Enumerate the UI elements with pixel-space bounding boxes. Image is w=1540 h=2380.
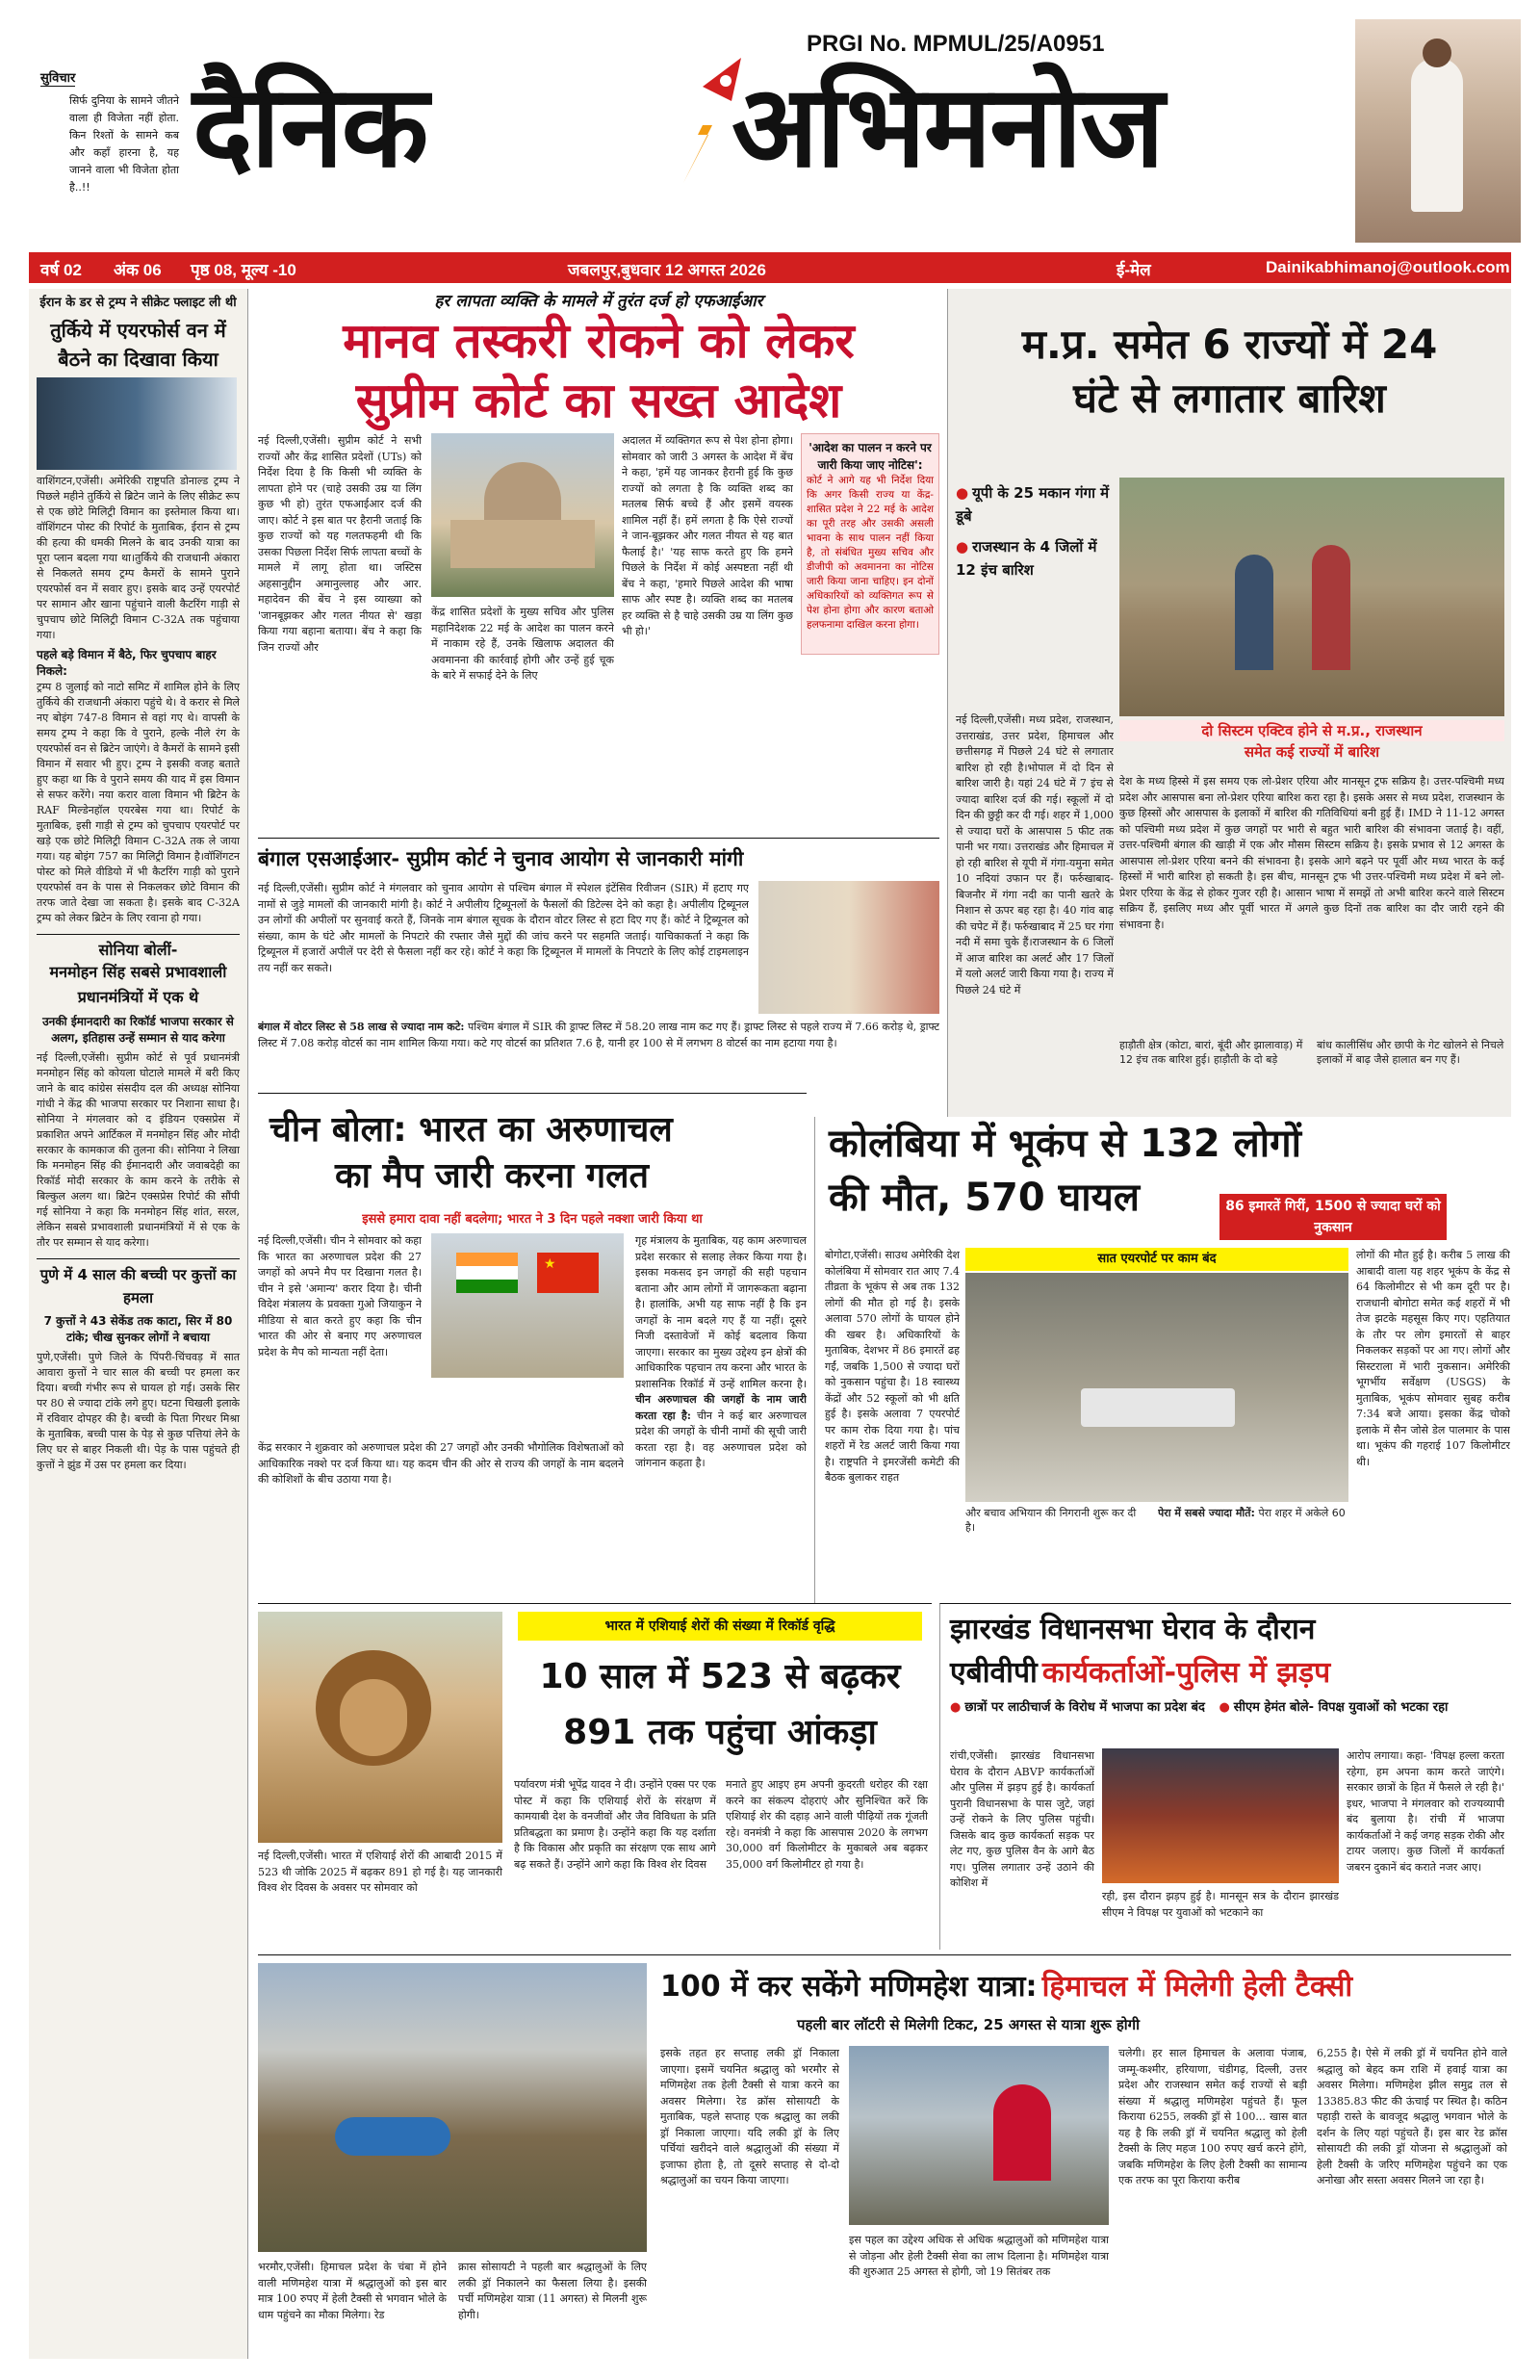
china-redbar: इससे हमारा दावा नहीं बदलेगा; भारत ने 3 दिन पहले नक्शा जारी किया था [362,1212,703,1227]
sidebar-body-3: नई दिल्ली,एजेंसी। सुप्रीम कोर्ट से पूर्व प्रधानमंत्री मनमोहन सिंह को कोयला घोटाले मामले में बरी किए जाने के बाद कांग्रेस संसदीय दल की अध्यक्ष सोनिया गांधी ने केंद्र की भाजपा सरकार पर निशाना साधा है। सोनिया ने मंगलवार को द इंडियन एक्सप्रेस में प्रकाशित अपने आर्टिकल में मनमोहन सिंह और मोदी सरकार के कामकाज की तुलना की। सोनिया ने लिखा कि मनमोहन सिंह की ईमानदारी और जवाबदेही का रिकॉर्ड मोदी सरकार के काम करने के तरीके से बिल्कुल अलग था। ब्रिटेन एक्सप्रेस रिपोर्ट की सौंपी गई सोनिया ने कहा कि मनमोहन सिंह शांत, सरल, लेकिन सबसे प्रभावशाली प्रधानमंत्रियों में से एक के तौर पर सम्मान से याद करेगा। [37,1051,240,1249]
lions-headline-1: 10 साल में 523 से बढ़कर [539,1657,901,1696]
colombia-headline-1: कोलंबिया में भूकंप से 132 लोगों [829,1122,1301,1166]
manimahesh-headline-black: 100 में कर सकेंगे मणिमहेश यात्रा: [660,1970,1038,2004]
lions-kicker: भारत में एशियाई शेरों की संख्या में रिकॉर्ड वृद्धि [518,1612,922,1641]
sir-headline: बंगाल एसआईआर- सुप्रीम कोर्ट ने चुनाव आयोग से जानकारी मांगी [258,847,744,870]
trafficking-col-2: केंद्र शासित प्रदेशों के मुख्य सचिव और पुलिस महानिदेशक 22 मई के आदेश का पालन करने में नाकाम रहे हैं, उनके खिलाफ अदालत की अवमानना की कार्रवाई होगी और उन्हें हुई चूक के बारे में सफाई देने के लिए [431,606,614,682]
rain-headline-1: म.प्र. समेत 6 राज्यों में 24 [1021,321,1438,368]
suvichar-box [37,67,179,241]
dateline: जबलपुर,बुधवार 12 अगस्त 2026 [568,261,766,279]
jharkhand-headline-2-black: एबीवीपी [950,1656,1038,1690]
story-sir [258,838,939,1088]
manimahesh-col-5: चलेगी। हर साल हिमाचल के अलावा पंजाब, जम्मू-कश्मीर, हरियाणा, चंडीगढ़, दिल्ली, उत्तर प्रदेश और राजस्थान समेत कई राज्यों से बड़ी संख्या में श्रद्धालु मणिमहेश पहुंचते हैं। फूल किराया 6255, लक्की ड्रॉ से 100... खास बात यह है कि लकी ड्रॉ में चयनित श्रद्धालु को हेली टैक्सी के लिए महज 100 रुपए खर्च करने होंगे, जबकि मणिमहेश के लिए हेली टैक्सी का सामान्य एक तरफ का पूरा किराया करीब [1118,2047,1307,2186]
rain-bullet-1: ● यूपी के 25 मकान गंगा में डूबे [956,481,1110,528]
trump-photo [37,377,237,470]
trafficking-headline-2: सुप्रीम कोर्ट का सख्त आदेश [355,373,842,428]
manimahesh-col-6: 6,255 है। ऐसे में लकी ड्रॉ में चयनित होने वाले श्रद्धालु को बेहद कम राशि में हवाई यात्रा का अवसर मिलेगा। मणिमहेश झील समुद्र तल से 13385.83 फीट की ऊंचाई पर स्थित है। कठिन पहाड़ी रास्ते के बावजूद श्रद्धालु भगवान भोले के दर्शन के लिए यहां पहुंचते हैं। इस बार रेड क्रॉस सोसायटी की लकी ड्रॉ योजना से श्रद्धालुओं को हेली टैक्सी के जरिए मणिमहेश पहुंचने का एक अनोखा और सस्ता अवसर मिलने जा रहा है। [1317,2047,1507,2186]
sidebar-body-2: ट्रम्प 8 जुलाई को नाटो समिट में शामिल होने के लिए तुर्किये की राजधानी अंकारा पहुंचे थे। वे करार से मिले नए बोइंग 747-8 विमान से वहां गए थे। वापसी के समय ट्रम्प ने कहा कि वे पुराने, हल्के नीले रंग के एयरफोर्स वन से ब्रिटेन जाएंगे। वे कैमरों के सामने इसी विमान में सवार भी हुए। ट्रम्प ने इसकी वजह बताते हुए कहा था कि वे पुराने समय की याद में इस विमान से सफर करेंगे। नया करार वाला विमान भी ब्रिटेन के RAF मिल्डेनहॉल एयरबेस गया था। रिपोर्ट के मुताबिक, इसी गाड़ी से ट्रम्प को चुपचाप एयरपोर्ट पर खड़े एक छोटे मिलिट्री विमान C-32A तक ले जाया गया। यह बोइंग 757 का मिलिट्री विमान है।वॉशिंगटन पोस्ट को मिले वीडियो में भी कैटरिंग गाड़ी को पुराने एयरफोर्स वन के पास से निकलकर छोटे विमान की तरफ जाते देखा जा सकता है। इसके बाद C-32A ट्रम्प को लेकर ब्रिटेन के लिए रवाना हो गया। [37,681,240,924]
story-trafficking [258,289,939,833]
jharkhand-bullet-2: ● सीएम हेमंत बोले- विपक्ष युवाओं को भटका रहा [1219,1700,1448,1715]
sidebar [29,289,248,2359]
email-address[interactable]: Dainikabhimanoj@outlook.com [1266,258,1510,276]
logo [192,58,1319,202]
colombia-caption-right [1158,1506,1348,1544]
rain-bullets [956,481,1110,582]
colombia-caption-left: और बचाव अभियान की निगरानी शुरू कर दी है। [965,1507,1137,1534]
story-colombia [814,1117,1511,1603]
story-lions [258,1603,932,1950]
masthead [0,0,1540,252]
lion-photo [258,1612,502,1843]
colombia-col-1: बोगोटा,एजेंसी। साउथ अमेरिकी देश कोलंबिया में सोमवार रात आए 7.4 तीव्रता के भूकंप से अब तक 132 लोगों की मौत हो गई है। इसके अलावा 570 लोगों के घायल होने की खबर है। अधिकारियों के मुताबिक, देशभर में 86 इमारतें ढह गईं, जबकि 1,500 से ज्यादा घरों को नुकसान पहुंचा है। 18 स्वास्थ्य केंद्रों और 52 स्कूलों को भी क्षति हुई है। इसके अलावा 7 एयरपोर्ट पर काम रोक दिया गया है। पांच शहरों में रेड अलर्ट जारी किया गया है। राष्ट्रपति ने इमरजेंसी कमेटी की बैठक बुलाकर राहत [825,1249,960,1484]
jharkhand-headline: झारखंड विधानसभा घेराव के दौरान [950,1613,1316,1646]
sidebar-kicker: ईरान के डर से ट्रम्प ने सीक्रेट फ्लाइट ली थी [39,296,237,310]
notice-box-body: कोर्ट ने आगे यह भी निर्देश दिया कि अगर किसी राज्य या केंद्र-शासित प्रदेश ने 22 मई के आदेश का पूरी तरह और उसकी असली भावना के साथ पालन नहीं किया है, तो संबंधित मुख्य सचिव और डीजीपी को अवमानना का नोटिस जारी किया जाना चाहिए। इन दोनों अधिकारियों को व्यक्तिगत रूप से पेश होना होगा और कारण बताओ हलफनामा दाखिल करना होगा। [807,475,934,631]
colombia-caption-right-text: पेरा शहर में अकेले 60 [1258,1507,1346,1519]
pages-price: पृष्ठ 08, मूल्य -10 [191,261,296,279]
sidebar-body-4: पुणे,एजेंसी। पुणे जिले के पिंपरी-चिंचवड़ में सात आवारा कुत्तों ने चार साल की बच्ची पर हमला कर दिया। बच्ची गंभीर रूप से घायल हो गई। उसके सिर पर 80 से ज्यादा टांके लगे हुए। घटना चिखली इलाके में रविवार दोपहर की है। बच्ची के पिता गिरधर मिश्रा के मुताबिक, बच्ची पास के पेड़ से कुछ पत्तियां लेने के लिए घर से बाहर निकली थी। पेड़ के पास पहुंचते ही कुत्तों ने झुंड में उस पर हमला कर दिया। [37,1351,240,1471]
colombia-caption-right-bold: पेरा में सबसे ज्यादा मौतें: [1158,1507,1255,1519]
sidebar-headline-3-sub: 7 कुत्तों ने 43 सेकेंड तक काटा, सिर में 80 टांके; चीख सुनकर लोगों ने बचाया [43,1314,233,1344]
sidebar-headline: तुर्किये में एयरफोर्स वन में बैठने का दिखावा किया [50,319,226,371]
logo-title-part2: अभिमनोज [732,60,1163,193]
china-col-2-text: गृह मंत्रालय के मुताबिक, यह काम अरुणाचल प्रदेश सरकार से सलाह लेकर किया गया है। इसका मकसद इन जगहों की सही पहचान बताना और आम लोगों में जागरूकता बढ़ाना है। हालांकि, अभी यह साफ नहीं है कि इन जगहों के नाम बदले गए हैं या नहीं। दूसरे निजी दस्तावेजों में कोई बदलाव किया जाएगा। सरकार का मुख्य उद्देश्य इन क्षेत्रों की आधिकारिक पहचान तय करना और भारत के प्रशासनिक रिकॉर्ड में उन्हें शामिल करना है। [635,1234,807,1390]
manimahesh-sub: पहली बार लॉटरी से मिलेगी टिकट, 25 अगस्त से यात्रा शुरू होगी [797,2016,1141,2033]
lions-col-3: मनाते हुए आइए हम अपनी कुदरती धरोहर की रक्षा करने का संकल्प दोहराएं और सुनिश्चित करें कि एशियाई शेर की दहाड़ आने वाली पीढ़ियों तक गूंजती रहे। वनमंत्री ने कहा कि आसपास 2020 के लगभग 30,000 वर्ग किलोमीटर के मुकाबले अब बढ़कर 35,000 वर्ग किलोमीटर हो गया है। [726,1778,928,1871]
trafficking-notice-box [801,433,939,655]
trafficking-headline-1: मानव तस्करी रोकने को लेकर [343,313,855,369]
info-bar [29,252,1511,283]
sir-sub-body: पश्चिम बंगाल में SIR की ड्राफ्ट लिस्ट में 58.20 लाख नाम कट गए हैं। ड्राफ्ट लिस्ट से पहले राज्य में 7.66 करोड़ थे, ड्राफ्ट लिस्ट में 7.08 करोड़ वोटर्स का नाम शामिल किया गया। कटे गए वोटर्स का प्रतिशत 7.6 है, यानी हर 100 से में लगभग 8 वोटर्स का नाम हटाया गया है। [258,1021,939,1049]
supreme-court-photo [431,433,614,597]
manimahesh-col-1: भरमौर,एजेंसी। हिमाचल प्रदेश के चंबा में होने वाली मणिमहेश यात्रा में श्रद्धालुओं को इस बार मात्र 100 रुपए में हेली टैक्सी से भगवान भोले के धाम पहुंचने का मौका मिलेगा। रेड [258,2261,447,2321]
china-sub-body: चीन ने कई बार अरुणाचल प्रदेश की जगहों के चीनी नामों की सूची जारी करता रहा है। वह अरुणाचल प्रदेश को जांगनान कहता है। [635,1409,807,1469]
rain-headline-2: घंटे से लगातार बारिश [1073,375,1386,422]
sidebar-subhead-1: पहले बड़े विमान में बैठे, फिर चुपचाप बाहर निकले: [37,648,217,678]
rain-bullet-2: ● राजस्थान के 4 जिलों में 12 इंच बारिश [956,535,1110,582]
china-col-1b: केंद्र सरकार ने शुक्रवार को अरुणाचल प्रदेश की 27 जगहों और उनकी भौगोलिक विशेषताओं को आधिकारिक नक्शे पर दर्ज किया था। यह कदम चीन की ओर से राज्य की जगहों के नाम बदलने की कोशिशों के बीच उठाया गया है। [258,1441,624,1486]
sir-sub-head: बंगाल में वोटर लिस्ट से 58 लाख से ज्यादा नाम कटे: [258,1021,465,1033]
rain-strip-1: दो सिस्टम एक्टिव होने से म.प्र., राजस्थान [1119,720,1504,741]
china-headline-2: का मैप जारी करना गलत [335,1156,650,1196]
earthquake-rescue-photo [965,1273,1348,1502]
manimahesh-col-2: क्रास सोसायटी ने पहली बार श्रद्धालुओं के लिए लकी ड्रॉ निकालने का फैसला लिया है। इसकी पर्ची मणिमहेश यात्रा (11 अगस्त) से मिलनी शुरू होगी। [458,2261,647,2321]
sidebar-headline-2: मनमोहन सिंह सबसे प्रभावशाली प्रधानमंत्रियों में एक थे [49,963,227,1006]
manimahesh-lake-photo [849,2046,1109,2225]
email-label: ई-मेल [1116,261,1151,279]
china-col-2 [635,1233,807,1599]
rain-caption-2: बांध कालीसिंध और छापी के गेट खोलने से निचले इलाकों में बाढ़ जैसे हालात बन गए हैं। [1317,1039,1504,1066]
sir-sub [258,1020,939,1087]
colombia-headline-2: की मौत, 570 घायल [829,1176,1140,1220]
manimahesh-headline [660,1965,1507,2005]
rain-caption-1: हाड़ौती क्षेत्र (कोटा, बारां, बूंदी और झालावाड़) में 12 इंच तक बारिश हुई। हाड़ौती के दो बड़े [1119,1039,1303,1066]
year: वर्ष 02 [40,261,82,279]
sir-photo [758,881,939,1014]
manimahesh-col-4: इस पहल का उद्देश्य अधिक से अधिक श्रद्धालुओं को मणिमहेश यात्रा से जोड़ना और हेली टैक्सी सेवा का लाभ दिलाना है। मणिमहेश यात्रा की शुरुआत 25 अगस्त से होगी, जो 19 सितंबर तक [849,2234,1109,2278]
rain-body-2: देश के मध्य हिस्से में इस समय एक लो-प्रेशर एरिया और मानसून ट्रफ सक्रिय है। उत्तर-पश्चिमी मध्य प्रदेश और आसपास बना लो-प्रेशर एरिया बारिश करा रहा है। इसके असर से मध्य प्रदेश, राजस्थान के कुछ हिस्सों और आसपास के इलाकों में बारिश की गतिविधियां बनी हुई हैं। IMD ने 11-12 अगस्त को पश्चिमी मध्य प्रदेश में कुछ जगहों पर भारी से बहुत भारी बारिश की संभावना जताई है। वहीं, उत्तर-पश्चिमी बंगाल की खाड़ी में एक और मौसम सिस्टम सक्रिय है। इसके प्रभाव से 12 अगस्त के आसपास लो-प्रेशर एरिया बनने की संभावना है। इसके आगे बढ़ने पर पूर्वी और मध्य भारत के कई हिस्सों में भारी बारिश हो सकती है। इस बीच, मानसून ट्रफ भी उत्तर-पश्चिमी मध्य प्रदेश में बने लो-प्रेशर एरिया के केंद्र से होकर गुजर रही है। आसान भाषा में समझें तो अभी बारिश करने वाले सिस्टम सक्रिय हैं, इसलिए मध्य और पूर्वी भारत में अगले कुछ दिनों तक बारिश का दौर जारी रहने की संभावना है। [1119,775,1504,931]
india-china-flags-photo: ★ [431,1233,624,1378]
suvichar-label: सुविचार [40,68,75,87]
manimahesh-col-3: इसके तहत हर सप्ताह लकी ड्रॉ निकाला जाएगा। इसमें चयनित श्रद्धालु को भरमौर से मणिमहेश तक हेली टैक्सी से यात्रा करने का अवसर मिलेगा। रेड क्रॉस सोसायटी के मुताबिक, पहले सप्ताह एक श्रद्धालु का लकी ड्रॉ निकाला जाएगा। यदि लकी ड्रॉ के लिए पर्चियां खरीदने वाले श्रद्धालुओं की संख्या में इजाफा होता है, तो दूसरे सप्ताह से दो-दो श्रद्धालुओं का चयन किया जाएगा। [660,2047,839,2186]
suvichar-quote: सिर्फ दुनिया के सामने जीतने वाला ही विजेता नहीं होता. किन रिश्तों के सामने कब और कहाँ हारना है, यह जानने वाला भी विजेता होता है..!! [69,94,179,194]
sidebar-headline-3: पुणे में 4 साल की बच्ची पर कुत्तों का हमला [39,1266,237,1306]
trafficking-col-1: नई दिल्ली,एजेंसी। सुप्रीम कोर्ट ने सभी राज्यों और केंद्र शासित प्रदेशों (UTs) को निर्देश दिया है कि किसी भी व्यक्ति के लापता होने पर (चाहे उसकी उम्र या लिंग कुछ भी हो) तुरंत एफआईआर दर्ज की जाए। कोर्ट ने इस बात पर हैरानी जताई कि कुछ राज्यों को यह गलतफहमी थी कि उसका पिछला निर्देश सिर्फ लापता बच्चों के मामले में लागू होता था। जस्टिस अहसानुद्दीन अमानुल्लाह और आर. महादेवन की बेंच ने इस व्याख्या को 'जानबूझकर और गलत नीयत से' खड़ा किया गया बहाना बताया। बेंच ने कहा कि जिन राज्यों और [258,434,422,654]
story-jharkhand [939,1603,1511,1950]
logo-title-part1: दैनिक [192,60,427,193]
trafficking-kicker: हर लापता व्यक्ति के मामले में तुरंत दर्ज हो एफआईआर [434,292,763,311]
colombia-col-2: लोगों की मौत हुई है। करीब 5 लाख की आबादी वाला यह शहर भूकंप के केंद्र से 64 किलोमीटर से भी कम दूरी पर है। राजधानी बोगोटा समेत कई शहरों में भी तेज झटके महसूस किए गए। एहतियात के तौर पर लोग इमारतों से बाहर निकलकर सड़कों पर आ गए। लोगों और सिस्टराला में भारी नुकसान। अमेरिकी भूगर्भीय सर्वेक्षण (USGS) के मुताबिक, भूकंप सोमवार सुबह करीब 7:34 बजे आया। इसका केंद्र चोको इलाके में सैन जोसे डेल पालमार के पास था। भूकंप की गहराई 107 किलोमीटर थी। [1356,1249,1510,1468]
jharkhand-col-1: रांची,एजेंसी। झारखंड विधानसभा घेराव के दौरान ABVP कार्यकर्ताओं और पुलिस में झड़प हुई है। कार्यकर्ता पुरानी विधानसभा के पास जुटे, जहां उन्हें रोकने के लिए पुलिस पहुंची। जिसके बाद कुछ कार्यकर्ता सड़क पर लेट गए, कुछ पुलिस वैन के आगे बैठ गए। पुलिस लगातार उन्हें उठाने की कोशिश में [950,1749,1094,1889]
sidebar-body-1: वाशिंगटन,एजेंसी। अमेरिकी राष्ट्रपति डोनाल्ड ट्रम्प ने पिछले महीने तुर्किये से ब्रिटेन जाने के लिए सीक्रेट रूप से एक छोटे मिलिट्री विमान का इस्तेमाल किया था। वॉशिंगटन पोस्ट की रिपोर्ट के मुताबिक, ईरान से ट्रम्प की हत्या की धमकी मिलने के बाद उनकी यात्रा का पूरा प्लान बदला गया था।तुर्किये की राजधानी अंकारा से निकलते समय ट्रम्प कैमरों के सामने पुराने एयरफोर्स वन में सवार हुए। इसके बाद उन्हें एयरपोर्ट पर सामान और खाना पहुंचाने वाली कैटरिंग गाड़ी से चुपचाप छोटे मिलिट्री विमान C-32A तक पहुंचाया गया। [37,475,240,641]
issue: अंक 06 [114,261,162,279]
protest-photo [1102,1748,1339,1883]
heli-taxi-photo [258,1963,647,2252]
manimahesh-headline-red: हिमाचल में मिलेगी हेली टैक्सी [1041,1970,1353,2004]
colombia-redbox: 86 इमारतें गिरीं, 1500 से ज्यादा घरों को नुकसान [1219,1194,1447,1240]
story-china [258,1093,807,1603]
jharkhand-headline-2-red: कार्यकर्ताओं-पुलिस में झड़प [1041,1656,1331,1690]
lions-col-2: पर्यावरण मंत्री भूपेंद्र यादव ने दी। उन्होंने एक्स पर एक पोस्ट में कहा कि एशियाई शेरों के संरक्षण में कामयाबी देश के वनजीवों और जैव विविधता के प्रति प्रतिबद्धता का प्रमाण है। उन्होंने कहा कि यह दर्शाता है कि विकास और प्रकृति का संरक्षण एक साथ आगे बढ़ सकते हैं। उन्होंने आगे कहा कि विश्व शेर दिवस [514,1778,716,1871]
rain-body: नई दिल्ली,एजेंसी। मध्य प्रदेश, राजस्थान, उत्तराखंड, उत्तर प्रदेश, हिमाचल और छत्तीसगढ़ में पिछले 24 घंटे से लगातार बारिश हो रही है।भोपाल में दो दिन से बारिश जारी है। यहां 24 घंटे में 7 इंच से ज्यादा बारिश दर्ज की गई। स्कूलों में दो दिन की छुट्टी कर दी गई। शहर में 1,000 से ज्यादा घरों के आसपास 5 फीट तक पानी भर गया। उत्तराखंड और हिमाचल में हो रही बारिश से यूपी में गंगा-यमुना समेत 10 नदियां उफान पर हैं। फर्रुखाबाद-बिजनौर में गंगा नदी का पानी खतरे के निशान से ऊपर बह रहा है। 40 गांव बाढ़ की चपेट में हैं। फर्रुखाबाद में 25 घर गंगा नदी में समा चुके हैं।राजस्थान के 6 जिलों में आज बारिश का अलर्ट और 17 जिलों में यलो अलर्ट जारी किया गया है। राज्य में पिछले 24 घंटे में [956,713,1114,996]
prgi-number: PRGI No. MPMUL/25/A0951 [807,31,1105,57]
colombia-yellowbar: सात एयरपोर्ट पर काम बंद [965,1248,1348,1271]
china-sub: चीन अरुणाचल की जगहों के नाम जारी करता रहा है: [635,1393,807,1422]
lions-col-1: नई दिल्ली,एजेंसी। भारत में एशियाई शेरों की आबादी 2015 में 523 थी जोकि 2025 में बढ़कर 891 हो गई है। यह जानकारी विश्व शेर दिवस के अवसर पर सोमवार को [258,1850,502,1894]
advertisement-photo [1355,19,1521,243]
rain-red-strip [1119,720,1504,768]
sir-body: नई दिल्ली,एजेंसी। सुप्रीम कोर्ट ने मंगलवार को चुनाव आयोग से पश्चिम बंगाल में स्पेशल इंटेंसिव रिवीजन (SIR) में हटाए गए नामों से जुड़े मामलों की जानकारी मांगी है। कोर्ट ने अपीलीय ट्रिब्यूनलों के फैसलों की डिटेल्स देने को कहा है। अपीलीय ट्रिब्यूनल उन लोगों की अपीलों पर सुनवाई करते हैं, जिनके नाम बंगाल सूचक के दौरान वोटर लिस्ट से हटा दिए गए हैं। कोर्ट ने ट्रिब्यूनल को संख्या, काम के घंटे और मामलों के निपटारे की रफ्तार जैसे मुद्दों की जांच करने पर सहमति जताई। याचिकाकर्ता ने कहा कि ट्रिब्यूनल में हजारों अपीलें पर देरी से फैसला नहीं कर रहे। कोर्ट ने कहा कि ट्रिब्यूनल में मामलों के निपटारे के लिए कोई टाइमलाइन तय नहीं कर सकते। [258,882,749,974]
jharkhand-col-3: आरोप लगाया। कहा- 'विपक्ष हल्ला करता रहेगा, हम अपना काम करते जाएंगे। सरकार छात्रों के हित में फैसले ले रही है।' इधर, भाजपा ने मंगलवार को राज्यव्यापी बंद बुलाया है। रांची में भाजपा कार्यकर्ताओं ने कई जगह सड़क रोकी और टायर जलाए। कुछ जिलों में कार्यकर्ता जबरन दुकानें बंद कराते नजर आए। [1347,1749,1504,1874]
jharkhand-bullet-1: ● छात्रों पर लाठीचार्ज के विरोध में भाजपा का प्रदेश बंद [950,1700,1205,1715]
flood-photo [1119,478,1504,716]
jharkhand-col-2: रही, इस दौरान झड़प हुई है। मानसून सत्र के दौरान झारखंड सीएम ने विपक्ष पर युवाओं को भटकाने का [1102,1890,1339,1919]
story-manimahesh [258,1954,1511,2359]
lions-headline-2: 891 तक पहुंचा आंकड़ा [563,1713,877,1752]
sidebar-headline-2-sub: उनकी ईमानदारी का रिकॉर्ड भाजपा सरकार से अलग, इतिहास उन्हें सम्मान से याद करेगा [42,1015,234,1045]
china-col-1a: नई दिल्ली,एजेंसी। चीन ने सोमवार को कहा कि भारत का अरुणाचल प्रदेश की 27 जगहों को अपने मैप पर दिखाना गलत है। चीन ने इसे 'अमान्य' करार दिया है। चीनी विदेश मंत्रालय के प्रवक्ता गुओ जियाकुन ने मीडिया से बात करते हुए कहा कि चीन भारत की ओर से बनाए गए अरुणाचल प्रदेश के मैप को मान्यता नहीं देता। [258,1234,422,1358]
rain-strip-2: समेत कई राज्यों में बारिश [1244,743,1380,761]
story-rain [947,289,1511,1117]
trafficking-col-3: अदालत में व्यक्तिगत रूप से पेश होना होगा। सोमवार को जारी 3 अगस्त के आदेश में बेंच ने कहा, 'हमें यह जानकर हैरानी हुई कि कुछ राज्यों को लगता है कि व्यक्ति शब्द का मतलब सिर्फ बच्चे हैं और इसमें वयस्क शामिल नहीं हैं। हमें लगता है कि ऐसे राज्यों ने जान-बूझकर और गलत नीयत से यह बात फैलाई है।' 'यह साफ करते हुए कि हमने पिछले के निर्देश में कोई अस्पष्टता नहीं थी बेंच ने कहा, 'हमारे पिछले आदेश की भाषा साफ और स्पष्ट है। व्यक्ति शब्द का मतलब हर व्यक्ति से है चाहे उसकी उम्र या लिंग कुछ भी हो।' [622,434,793,637]
notice-box-title: 'आदेश का पालन न करने पर जारी किया जाए नोटिस': [808,441,932,472]
china-headline-1: चीन बोला: भारत का अरुणाचल [270,1110,673,1150]
sidebar-headline-2-kicker: सोनिया बोलीं- [98,941,178,959]
